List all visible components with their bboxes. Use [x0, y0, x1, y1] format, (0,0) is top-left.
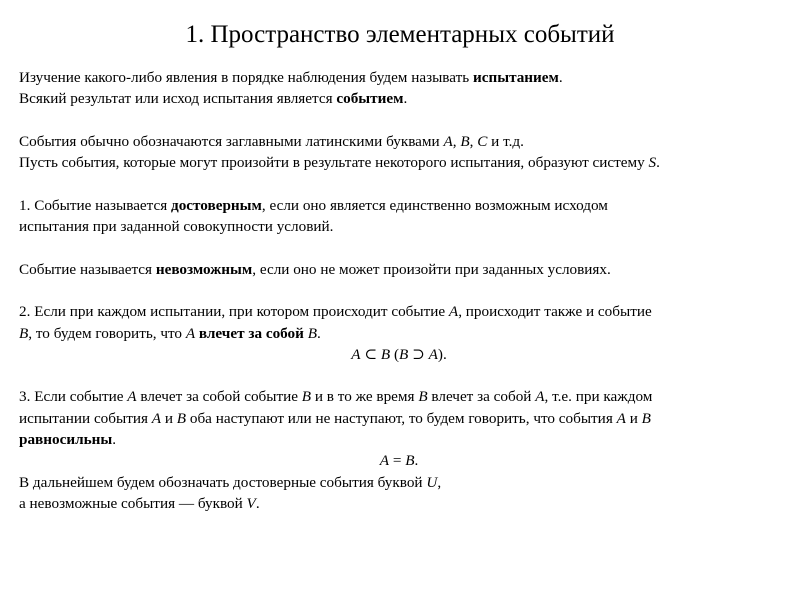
text: .	[403, 90, 408, 108]
var-b: B	[307, 324, 317, 342]
text: влечет за собой	[427, 388, 536, 406]
spacer	[19, 110, 779, 131]
paragraph-6-line-2	[19, 408, 779, 429]
text: ,	[452, 132, 461, 150]
text: ,	[469, 132, 478, 150]
paragraph-1-line-2	[19, 88, 779, 109]
term-impossible: невозможным	[155, 260, 253, 278]
paragraph-1-line-1	[19, 67, 779, 88]
var-a: A	[151, 409, 162, 427]
text: ,	[437, 473, 442, 491]
paragraph-4-line-1	[19, 259, 779, 280]
var-c: C	[477, 132, 488, 150]
text: , происходит также и событие	[458, 303, 652, 321]
var-b: B	[19, 324, 29, 342]
var-a: A	[351, 345, 361, 363]
text: и	[161, 409, 177, 427]
term-equivalent: равносильны	[19, 431, 113, 449]
spacer	[19, 365, 779, 386]
text: ).	[437, 345, 447, 363]
var-b: B	[641, 409, 651, 427]
text: испытании события	[19, 409, 152, 427]
var-b: B	[176, 409, 187, 427]
text: Всякий результат или исход испытания является	[19, 90, 337, 108]
term-certain: достоверным	[171, 196, 262, 214]
text: .	[414, 452, 419, 470]
text: (	[390, 345, 399, 363]
text: влечет за собой событие	[136, 388, 302, 406]
text: и	[625, 409, 642, 427]
text: , то будем говорить, что	[28, 324, 186, 342]
text: , т.е. при каждом	[544, 388, 653, 406]
text: В дальнейшем будем обозначать достоверные события буквой	[19, 473, 427, 491]
paragraph-5-line-2	[19, 323, 779, 344]
text: а невозможные события — буквой	[19, 494, 247, 512]
text: .	[112, 431, 117, 449]
var-a: A	[379, 452, 390, 470]
text: , если оно является единственно возможным исходом	[261, 196, 608, 214]
paragraph-7-line-2	[19, 493, 779, 514]
text: .	[316, 324, 321, 342]
paragraph-3-line-2: испытания при заданной совокупности условий.	[19, 218, 334, 236]
var-a: A	[448, 303, 459, 321]
term-trial: испытанием	[472, 69, 559, 86]
text: 3. Если событие	[19, 388, 128, 406]
var-a: A	[443, 132, 453, 150]
text: 2. Если при каждом испытании, при котором происходит событие	[19, 303, 449, 321]
text: .	[656, 154, 660, 172]
var-b: B	[301, 388, 312, 406]
subset-symbol: ⊂	[360, 345, 381, 363]
text: .	[255, 494, 260, 512]
page-title: 1. Пространство элементарных событий	[185, 21, 615, 48]
var-b: B	[460, 132, 470, 150]
var-s: S	[648, 154, 657, 172]
var-b: B	[380, 345, 391, 363]
text: и т.д.	[487, 132, 524, 150]
term-event: событием	[336, 90, 404, 108]
spacer	[19, 237, 779, 258]
var-a: A	[616, 409, 626, 427]
equals-symbol: =	[389, 452, 406, 470]
slide-body	[19, 67, 779, 514]
text: Изучение какого-либо явления в порядке наблюдения будем называть	[19, 69, 473, 86]
var-b: B	[399, 345, 409, 363]
spacer	[19, 280, 779, 301]
var-u: U	[426, 473, 438, 491]
spacer	[19, 173, 779, 194]
var-b: B	[418, 388, 428, 406]
text: Пусть события, которые могут произойти в результате некоторого испытания, образуют систему	[19, 154, 649, 172]
var-a: A	[185, 324, 196, 342]
formula-equal	[19, 450, 779, 471]
paragraph-2-line-2	[19, 152, 779, 173]
var-b: B	[405, 452, 415, 470]
superset-symbol: ⊃	[408, 345, 429, 363]
paragraph-3-line-1	[19, 195, 779, 216]
term-implies: влечет за собой	[195, 324, 308, 342]
var-a: A	[535, 388, 545, 406]
text: Событие называется	[19, 260, 156, 278]
var-a: A	[428, 345, 438, 363]
paragraph-5-line-1	[19, 301, 779, 322]
paragraph-7-line-1	[19, 472, 779, 493]
text: , если оно не может произойти при заданных условиях.	[252, 260, 611, 278]
text: и в то же время	[311, 388, 419, 406]
text: События обычно обозначаются заглавными латинскими буквами	[19, 132, 444, 150]
text: оба наступают или не наступают, то будем говорить, что события	[186, 409, 617, 427]
formula-subset	[19, 344, 779, 365]
text: .	[558, 69, 563, 86]
text: 1. Событие называется	[19, 196, 172, 214]
paragraph-6-line-1	[19, 386, 779, 407]
var-a: A	[127, 388, 137, 406]
var-v: V	[246, 494, 256, 512]
paragraph-6-line-3	[19, 429, 779, 450]
paragraph-2-line-1	[19, 131, 779, 152]
